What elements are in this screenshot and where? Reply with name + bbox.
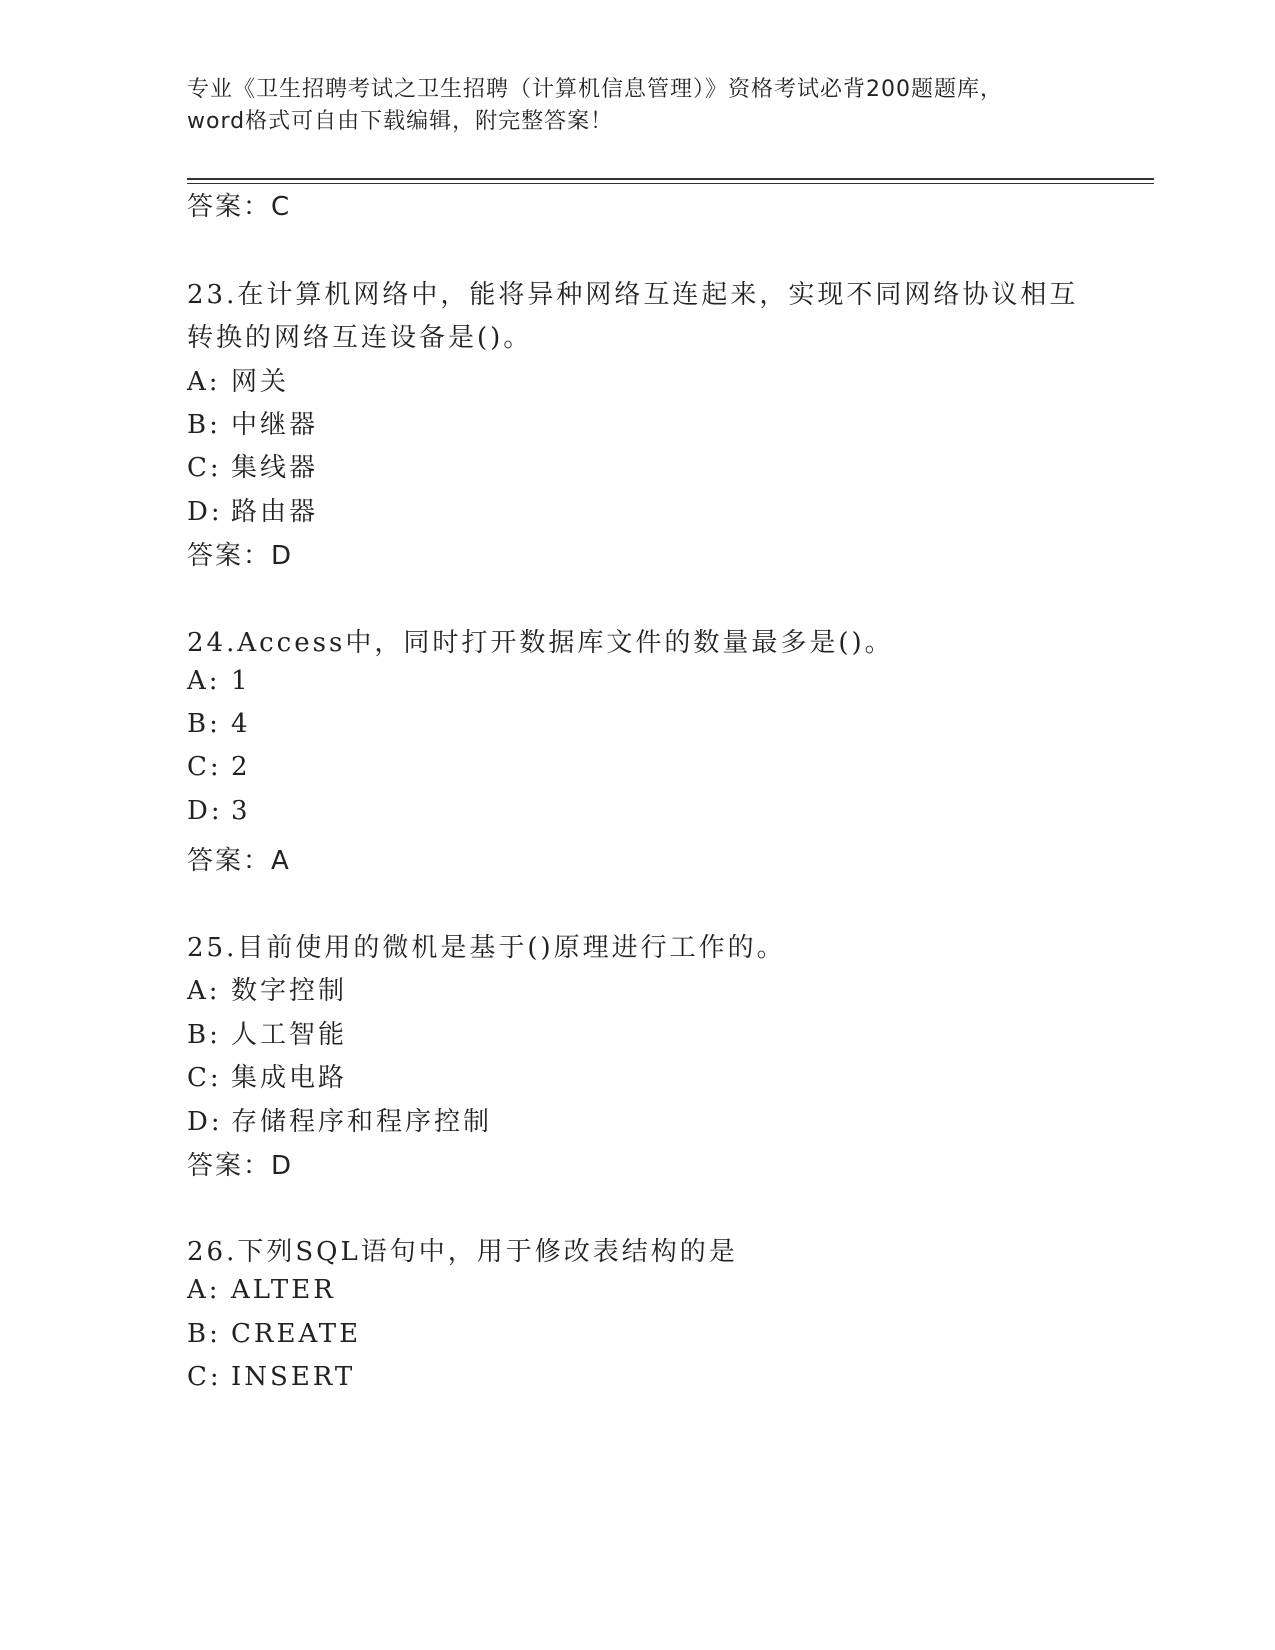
question-stem: 26.下列SQL语句中，用于修改表结构的是 [187, 1237, 738, 1267]
option-text: 1 [231, 666, 251, 696]
option-text: 4 [231, 709, 251, 739]
option-c [187, 447, 318, 484]
option-letter: C: [187, 1362, 222, 1392]
option-b [187, 1319, 361, 1349]
option-letter: C: [187, 453, 222, 483]
answer-line: 答案：D [187, 541, 294, 571]
option-letter: C: [187, 1063, 222, 1093]
option-letter: B: [187, 1020, 221, 1050]
header-line-2: word格式可自由下载编辑，附完整答案！ [187, 109, 614, 134]
option-d [187, 796, 251, 826]
option-c [187, 752, 251, 782]
answer-line: 答案：D [187, 1151, 294, 1181]
option-c [187, 1057, 347, 1094]
option-letter: B: [187, 709, 221, 739]
header-line-1: 专业《卫生招聘考试之卫生招聘（计算机信息管理）》资格考试必背200题题库， [187, 77, 1003, 102]
option-text: 网关 [231, 367, 290, 397]
option-letter: D: [187, 497, 223, 527]
option-text: ALTER [231, 1275, 336, 1305]
answer-line: 答案：A [187, 846, 291, 876]
option-text: 3 [231, 796, 251, 826]
document-header [187, 74, 1087, 138]
option-a [187, 361, 289, 398]
option-text: 路由器 [231, 497, 319, 527]
option-letter: A: [187, 666, 221, 696]
option-b [187, 404, 318, 441]
question-stem: 23.在计算机网络中，能将异种网络互连起来，实现不同网络协议相互 [187, 280, 1079, 310]
answer-line: 答案：C [187, 192, 292, 222]
option-letter: D: [187, 1107, 223, 1137]
option-text: INSERT [231, 1362, 356, 1392]
option-b [187, 709, 251, 739]
question-stem-continued: 转换的网络互连设备是()。 [187, 323, 533, 353]
option-letter: B: [187, 410, 221, 440]
option-text: 中继器 [231, 410, 319, 440]
option-a [187, 666, 251, 696]
option-letter: B: [187, 1319, 221, 1349]
option-letter: D: [187, 796, 223, 826]
option-text: 集线器 [231, 453, 319, 483]
option-d [187, 1101, 492, 1138]
option-b [187, 1014, 347, 1051]
option-letter: C: [187, 752, 222, 782]
option-c [187, 1362, 355, 1392]
option-a [187, 1275, 336, 1305]
option-text: 2 [231, 752, 251, 782]
option-text: CREATE [231, 1319, 362, 1349]
option-letter: A: [187, 367, 221, 397]
header-divider-thin [187, 183, 1154, 184]
option-letter: A: [187, 1275, 221, 1305]
option-letter: A: [187, 976, 221, 1006]
option-d [187, 491, 318, 528]
option-a [187, 970, 347, 1007]
option-text: 人工智能 [231, 1020, 348, 1050]
question-stem: 25.目前使用的微机是基于()原理进行工作的。 [187, 933, 786, 963]
option-text: 集成电路 [231, 1063, 348, 1093]
option-text: 存储程序和程序控制 [231, 1107, 493, 1137]
header-divider-thick [187, 178, 1154, 180]
option-text: 数字控制 [231, 976, 348, 1006]
question-stem: 24.Access中，同时打开数据库文件的数量最多是()。 [187, 628, 894, 658]
